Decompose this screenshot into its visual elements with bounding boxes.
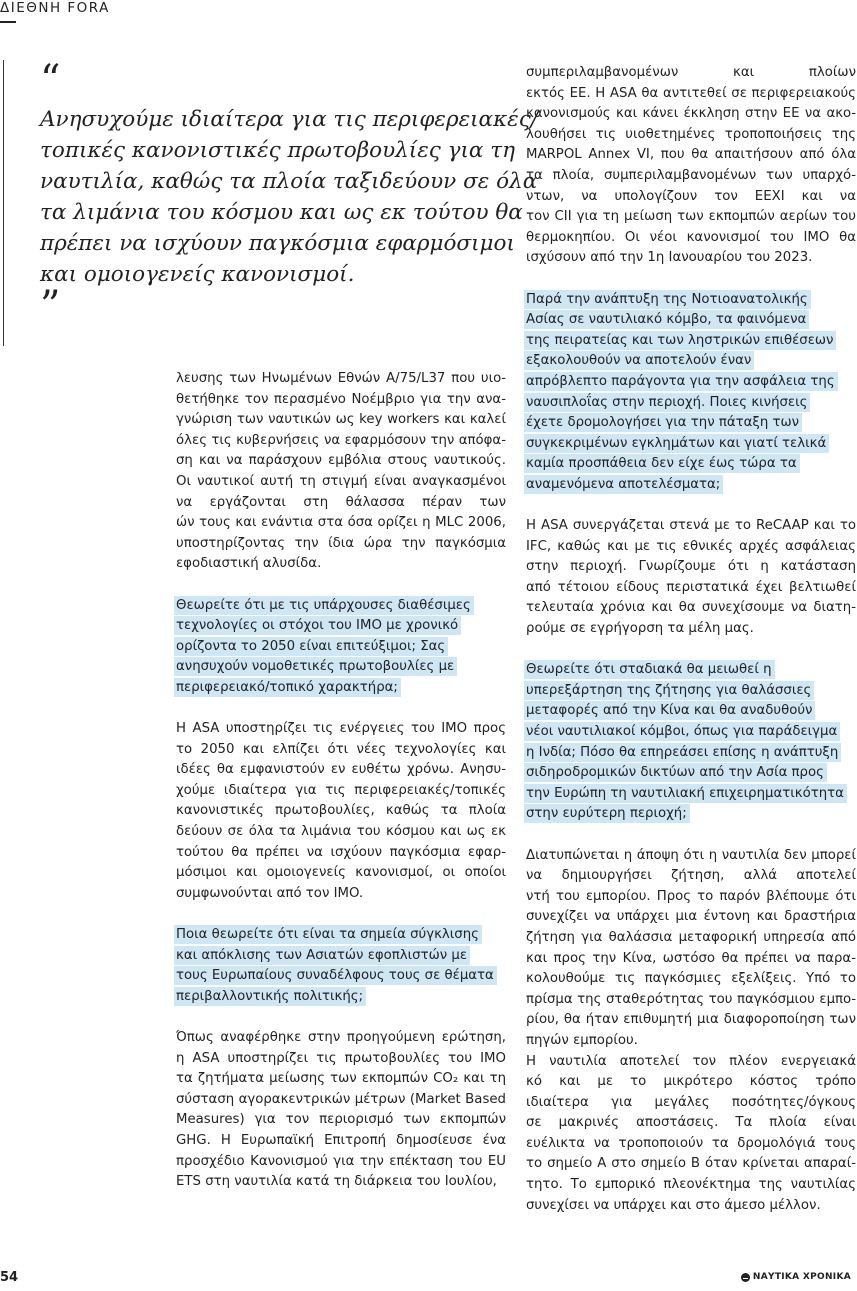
highlighted-text: υπερεξάρτηση της ζήτησης για θαλάσσιες xyxy=(524,681,814,700)
text-line: θερμοκηπίου. Οι νέοι κανονισμοί του IMO θα xyxy=(526,229,856,245)
question-line xyxy=(526,290,856,311)
highlighted-text: Παρά την ανάπτυξη της Νοτιοανατολικής xyxy=(524,290,811,309)
paragraph xyxy=(526,846,856,1052)
text-line: συμφωνούνται από τον IMO. xyxy=(176,885,364,901)
text-line: από τέτοιου είδους περιστατικά έχει βελτιωθεί xyxy=(526,579,856,595)
text-line: και προς την Κίνα, ωστόσο θα πρέπει να παρα- xyxy=(526,950,856,966)
paragraph-gap xyxy=(526,825,856,846)
question-block xyxy=(176,596,506,699)
text-line: ζήτηση για θαλάσσια μεταφορική υπηρεσία από xyxy=(526,929,856,945)
question-line xyxy=(526,454,856,475)
column-left xyxy=(176,369,506,1193)
text-line: τητο. Το εμπορικό πλεονέκτημα της ναυτιλίας xyxy=(526,1177,856,1193)
highlighted-text: περιφερειακό/τοπικό χαρακτήρα; xyxy=(174,678,401,697)
question-line xyxy=(526,434,856,455)
text-line: ETS στη ναυτιλία κατά τη διάρκεια του Ιουλίου, xyxy=(176,1174,497,1190)
question-line xyxy=(526,804,856,825)
text-line: δεύουν σε όλα τα λιμάνια του κόσμου και ως εκ xyxy=(176,824,506,840)
question-block xyxy=(526,290,856,496)
text-line: ρίου, θα ήταν επιθυμητή μια διαφοροποίηση των xyxy=(526,1012,856,1028)
question-block xyxy=(176,925,506,1007)
text-line: ισχύσουν από την 1η Ιανουαρίου του 2023. xyxy=(526,250,813,266)
text-line: Η ASA υποστηρίζει τις ενέργειες του IMO προς xyxy=(176,721,506,737)
text-line: κό και με το μικρότερο κόστος τρόπο xyxy=(526,1074,856,1090)
text-line: η ASA υποστηρίζει τις πρωτοβουλίες του IMO xyxy=(176,1050,506,1066)
quote-close-mark: ” xyxy=(40,283,61,329)
question-line xyxy=(526,413,856,434)
pullquote-line: ναυτιλία, καθώς τα πλοία ταξιδεύουν σε όλα xyxy=(40,169,538,194)
quote-open-mark: “ xyxy=(40,57,61,103)
highlighted-text: ανησυχούν νομοθετικές πρωτοβουλίες με xyxy=(174,657,457,676)
text-line: υποστηρίζοντας την ίδια ώρα την παγκόσμια xyxy=(176,535,506,551)
page-number: 54 xyxy=(0,1270,19,1285)
text-line: ντων, να υπολογίζουν τον EEXI και να xyxy=(526,188,856,204)
question-line xyxy=(526,763,856,784)
highlighted-text: τεχνολογίες οι στόχοι του IMO με χρονικό xyxy=(174,616,461,635)
text-line: Όπως αναφέρθηκε στην προηγούμενη ερώτηση, xyxy=(176,1030,506,1045)
section-label: ΔΙΕΘΝΗ FORA xyxy=(0,0,110,16)
text-line: κανονιστικές πρωτοβουλίες, καθώς τα πλοία xyxy=(176,803,506,819)
text-line: εφοδιαστική αλυσίδα. xyxy=(176,556,322,572)
question-line xyxy=(176,925,506,946)
text-line: ση και να παράσχουν εμβόλια στους ναυτικούς. xyxy=(176,453,506,469)
question-line xyxy=(176,966,506,987)
text-line: τον CII για τη μείωση των εκπομπών αερίων του xyxy=(526,209,856,225)
question-line xyxy=(526,660,856,681)
section-rule xyxy=(0,21,16,23)
text-line: τελευταία χρόνια και θα συνεχίσουμε να διατη- xyxy=(526,600,856,616)
highlighted-text: συγκεκριμένων εγκλημάτων και γιατί τελικά xyxy=(524,434,829,453)
paragraph-gap xyxy=(176,904,506,925)
paragraph xyxy=(526,516,856,640)
text-line: συνεχίζει να υπάρχει μια έντονη και δραστήρια xyxy=(526,909,856,925)
question-line xyxy=(176,678,506,699)
highlighted-text: Ασίας σε ναυτιλιακό κόμβο, τα φαινόμενα xyxy=(524,310,809,329)
text-line: μόσιμοι και ομοιογενείς κανονισμοί, οι οποίοι xyxy=(176,865,506,881)
question-line xyxy=(526,351,856,372)
text-line: ευέλικτα να τροποποιούν τα δρομολόγιά τους xyxy=(526,1135,856,1151)
text-line: πρίσμα της σταθερότητας του παγκόσμιου εμπο- xyxy=(526,991,856,1007)
question-line xyxy=(526,743,856,764)
question-line xyxy=(176,637,506,658)
text-line: γνώριση των ναυτικών ως key workers και καλεί xyxy=(176,412,506,428)
highlighted-text: Ποια θεωρείτε ότι είναι τα σημεία σύγκλισης xyxy=(174,925,482,944)
text-line: να εργάζονται στη θάλασσα πέραν των xyxy=(176,494,506,510)
highlighted-text: την Ευρώπη τη ναυτιλιακή επιχειρηματικότητα xyxy=(524,784,847,803)
highlighted-text: η Ινδία; Πόσο θα επηρεάσει επίσης η ανάπτυξη xyxy=(524,743,841,762)
text-line: κολουθούμε τις παγκόσμιες εξελίξεις. Υπό το xyxy=(526,971,856,987)
text-line: Διατυπώνεται η άποψη ότι η ναυτιλία δεν μπορεί xyxy=(526,847,856,863)
pullquote-line: τα λιμάνια του κόσμου και ως εκ τούτου θα xyxy=(40,200,523,225)
pullquote-line: τοπικές κανονιστικές πρωτοβουλίες για τη xyxy=(40,138,516,163)
highlighted-text: καμία προσπάθεια δεν είχε έως τώρα τα xyxy=(524,454,800,473)
text-line: MARPOL Annex VI, που θα απαιτήσουν από όλα xyxy=(526,147,856,163)
text-line: ρούμε σε εγρήγορση τα μέλη μας. xyxy=(526,621,754,637)
text-line: τα πλοία, συμπεριλαμβανομένων των υπαρχό- xyxy=(526,167,856,183)
question-line xyxy=(526,681,856,702)
text-line: συνεχίσει να υπάρχει και στο άμεσο μέλλον. xyxy=(526,1197,821,1213)
text-line: λουθήσει τις υιοθετημένες τροποποιήσεις της xyxy=(526,126,856,142)
question-line xyxy=(526,722,856,743)
text-line: Η ναυτιλία αποτελεί τον πλέον ενεργειακά xyxy=(526,1053,856,1069)
paragraph xyxy=(176,369,506,575)
text-line: Οι ναυτικοί αυτή τη στιγμή είναι αναγκασμένοι xyxy=(176,473,506,489)
question-line xyxy=(526,310,856,331)
highlighted-text: σιδηροδρομικών δικτύων από την Ασία προς xyxy=(524,763,827,782)
highlighted-text: εξακολουθούν να αποτελούν έναν xyxy=(524,351,754,370)
question-line xyxy=(176,657,506,678)
highlighted-text: και απόκλισης των Ασιατών εφοπλιστών με xyxy=(174,946,470,965)
highlighted-text: τους Ευρωπαίους συναδέλφους τους σε θέματα xyxy=(174,966,497,985)
question-line xyxy=(526,784,856,805)
text-line: ιδέες θα εμφανιστούν εν ευθέτω χρόνω. Ανησυ- xyxy=(176,762,506,778)
text-line: προσχέδιο Κανονισμού για την επέκταση του EU xyxy=(176,1153,506,1169)
paragraph-gap xyxy=(526,640,856,661)
text-line: Measures) για τον περιορισμό των εκπομπών xyxy=(176,1112,506,1128)
question-line xyxy=(176,616,506,637)
text-line: τούτου θα πρέπει να ισχύουν παγκόσμια εφαρ- xyxy=(176,844,506,860)
question-line xyxy=(176,946,506,967)
column-right xyxy=(526,63,856,1216)
pullquote-line: πρέπει να ισχύουν παγκόσμια εφαρμόσιμοι xyxy=(40,231,515,256)
brand-name: ΝΑΥΤΙΚΑ ΧΡΟΝΙΚΑ xyxy=(752,1272,851,1282)
text-line: ών τους και ενάντια στα όσα ορίζει η MLC 2006, xyxy=(176,515,506,531)
brand-logo xyxy=(741,1272,851,1282)
text-line: GHG. Η Ευρωπαϊκή Επιτροπή δημοσίευσε ένα xyxy=(176,1132,506,1148)
highlighted-text: νέοι ναυτιλιακοί κόμβοι, όπως για παράδειγμα xyxy=(524,722,840,741)
paragraph xyxy=(526,63,856,269)
text-line: χούμε ιδιαίτερα για τις περιφερειακές/τοπικές xyxy=(176,782,506,798)
text-line: όλες τις κυβερνήσεις να εφαρμόσουν την απόφα- xyxy=(176,432,506,448)
text-line: κανονισμούς και κάνει έκκληση στην ΕΕ να ακο- xyxy=(526,106,856,122)
text-line: συμπεριλαμβανομένων και πλοίων xyxy=(526,65,856,80)
text-line: το 2050 και ελπίζει ότι νέες τεχνολογίες και xyxy=(176,741,506,757)
text-line: εκτός ΕΕ. Η ASA θα αντιτεθεί σε περιφερειακούς xyxy=(526,85,856,101)
text-line: τα ζητήματα μείωσης των εκπομπών CO₂ και τη xyxy=(176,1071,506,1087)
text-line: ντή του εμπορίου. Προς το παρόν βλέπουμε ότι xyxy=(526,888,856,904)
text-line: σύσταση αγορακεντρικών μέτρων (Market Based xyxy=(176,1091,506,1107)
pullquote-line: και ομοιογενείς κανονισμοί. xyxy=(40,262,355,287)
paragraph-gap xyxy=(526,269,856,290)
highlighted-text: απρόβλεπτο παράγοντα για την ασφάλεια της xyxy=(524,372,838,391)
pullquote-line: Ανησυχούμε ιδιαίτερα για τις περιφερειακές/ xyxy=(40,107,538,132)
highlighted-text: στην ευρύτερη περιοχή; xyxy=(524,804,690,823)
highlighted-text: Θεωρείτε ότι με τις υπάρχουσες διαθέσιμες xyxy=(174,596,474,615)
highlighted-text: ορίζοντα το 2050 είναι επιτεύξιμοι; Σας xyxy=(174,637,448,656)
highlighted-text: περιβαλλοντικής πολιτικής; xyxy=(174,987,366,1006)
text-line: στην περιοχή. Γνωρίζουμε ότι η κατάσταση xyxy=(526,559,856,575)
question-line xyxy=(176,987,506,1008)
question-line xyxy=(526,331,856,352)
question-line xyxy=(526,393,856,414)
paragraph xyxy=(176,719,506,904)
text-line: σε μακρινές αποστάσεις. Τα πλοία είναι xyxy=(526,1115,856,1131)
question-block xyxy=(526,660,856,825)
highlighted-text: ναυσιπλοΐας στην περιοχή. Ποιες κινήσεις xyxy=(524,393,810,412)
pullquote xyxy=(40,104,538,290)
text-line: IFC, καθώς και με τις εθνικές αρχές ασφάλειας xyxy=(526,538,856,554)
highlighted-text: μεταφορές από την Κίνα και θα αναδυθούν xyxy=(524,701,815,720)
paragraph-gap xyxy=(526,495,856,516)
text-line: το σημείο Α στο σημείο Β όταν κρίνεται απαραί- xyxy=(526,1156,856,1172)
question-line xyxy=(176,596,506,617)
paragraph-gap xyxy=(176,699,506,720)
highlighted-text: αναμενόμενα αποτελέσματα; xyxy=(524,475,723,494)
paragraph-gap xyxy=(176,1007,506,1028)
text-line: πηγών εμπορίου. xyxy=(526,1032,638,1048)
question-line xyxy=(526,372,856,393)
text-line: να δημιουργήσει ζήτηση, αλλά αποτελεί xyxy=(526,868,856,884)
text-line: λευσης των Ηνωμένων Εθνών A/75/L37 που υιο- xyxy=(176,371,506,386)
text-line: Η ASA συνεργάζεται στενά με το ReCAAP και το xyxy=(526,518,856,534)
paragraph xyxy=(526,1052,856,1217)
question-line xyxy=(526,701,856,722)
question-line xyxy=(526,475,856,496)
paragraph-gap xyxy=(176,575,506,596)
pullquote-rule xyxy=(3,60,4,346)
text-line: ιδιαίτερα για μεγάλες ποσότητες/όγκους xyxy=(526,1094,856,1110)
highlighted-text: έχετε δρομολογήσει για την πάταξη των xyxy=(524,413,802,432)
ship-wheel-icon xyxy=(741,1273,750,1282)
paragraph xyxy=(176,1028,506,1193)
highlighted-text: της πειρατείας και των ληστρικών επιθέσεων xyxy=(524,331,836,350)
highlighted-text: Θεωρείτε ότι σταδιακά θα μειωθεί η xyxy=(524,660,775,679)
text-line: θετήθηκε τον περασμένο Νοέμβριο για την ανα- xyxy=(176,391,506,407)
